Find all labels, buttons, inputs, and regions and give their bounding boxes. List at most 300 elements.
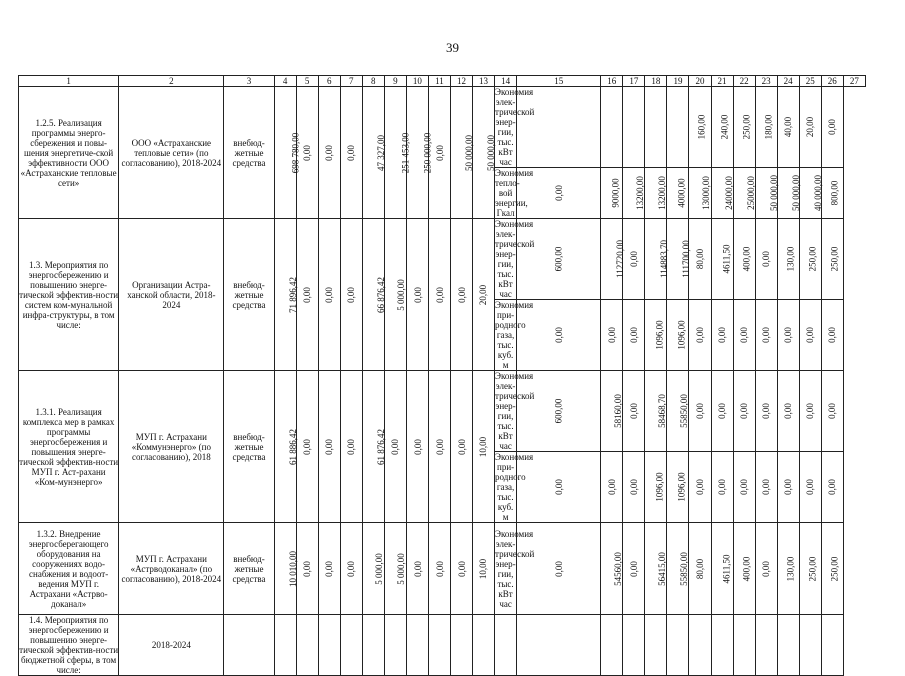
amount-cell-text: 0,00: [434, 286, 445, 303]
amount-cell-text: 0,00: [302, 560, 313, 577]
effect-value: [645, 452, 667, 523]
effect-value: [623, 615, 645, 676]
amount-cell-text: 0,00: [412, 560, 423, 577]
effect-value-text: 0,00: [628, 479, 639, 495]
effect-value-text: 250,00: [829, 246, 840, 272]
effect-value: [689, 168, 711, 219]
amount-cell: [473, 523, 495, 615]
header-cell: 17: [623, 76, 645, 87]
amount-cell: [318, 371, 340, 523]
effect-value: [777, 300, 799, 371]
amount-cell: [296, 219, 318, 371]
amount-cell: [406, 523, 428, 615]
effect-value-text: 0,00: [553, 185, 564, 201]
effect-label: Экономия тепло-вой энергии, Гкал: [495, 168, 534, 218]
header-cell: 7: [340, 76, 362, 87]
amount-cell-text: 10,00: [478, 558, 489, 579]
amount-cell: [274, 523, 296, 615]
effect-value: [821, 87, 843, 168]
effect-value-text: 4611,50: [720, 554, 731, 583]
effect-value: [711, 168, 733, 219]
amount-cell: [473, 87, 495, 219]
amount-cell: [340, 87, 362, 219]
amount-cell: [473, 615, 495, 676]
effect-value-text: 0,00: [739, 479, 750, 495]
amount-cell: [362, 87, 384, 219]
effect-value: [733, 523, 755, 615]
effect-label: [495, 615, 517, 676]
effect-value: [799, 615, 821, 676]
effect-value: [623, 452, 645, 523]
effect-value: [689, 87, 711, 168]
effect-value: [733, 371, 755, 452]
effect-value-text: 80,00: [694, 558, 705, 579]
effect-value: [777, 615, 799, 676]
amount-cell-text: 0,00: [324, 144, 335, 161]
amount-cell-text: 0,00: [456, 560, 467, 577]
effect-value: [623, 87, 645, 168]
effect-value: [711, 371, 733, 452]
effect-value: [601, 219, 626, 300]
effect-value: [821, 452, 843, 523]
amount-cell: [406, 615, 428, 676]
amount-cell: [362, 523, 384, 615]
effect-value: [689, 300, 711, 371]
effect-value: [517, 452, 601, 523]
effect-value: [821, 219, 843, 300]
funding-source: внебюд-жетные средства: [224, 523, 274, 615]
effect-value: [601, 523, 623, 615]
effect-value-text: 1096,00: [655, 472, 665, 502]
amount-cell-text: 0,00: [324, 438, 335, 455]
executor: МУП г. Астрахани «Астрводоканал» (по согласованию), 2018-2024: [119, 523, 224, 615]
effect-value-text: 130,00: [785, 556, 796, 581]
effect-value-text: 50 000,00: [790, 175, 801, 211]
header-cell: 15: [517, 76, 601, 87]
effect-value-text: 600,00: [553, 398, 564, 424]
header-cell: 6: [318, 76, 340, 87]
amount-cell: [450, 87, 472, 219]
effect-value: [667, 168, 689, 219]
effect-value: [755, 300, 777, 371]
effect-value: [821, 523, 843, 615]
effect-value-text: 0,00: [606, 479, 617, 495]
header-cell: 26: [821, 76, 843, 87]
amount-cell-text: 0,00: [456, 438, 467, 455]
effect-value: [799, 300, 821, 371]
amount-cell: [340, 219, 362, 371]
amount-cell: [384, 87, 411, 219]
effect-value-text: 24000,00: [723, 176, 734, 210]
effect-value: [689, 371, 711, 452]
amount-cell: [450, 615, 472, 676]
effect-value-text: 0,00: [628, 251, 639, 267]
effect-value-text: 0,00: [783, 479, 794, 495]
effect-value-text: 0,00: [628, 560, 639, 577]
amount-cell-text: 61 876,42: [375, 428, 386, 465]
amount-cell-text: 0,00: [456, 286, 467, 303]
funding-source: внебюд-жетные средства: [224, 219, 274, 371]
amount-cell: [318, 615, 340, 676]
effect-value: [623, 300, 645, 371]
effect-value-text: 0,00: [761, 560, 772, 577]
effect-value: [799, 523, 821, 615]
effect-value: [821, 168, 843, 219]
effect-value: [755, 168, 777, 219]
header-cell: 3: [224, 76, 274, 87]
effect-value-text: 250,00: [807, 556, 818, 581]
effect-value: [733, 168, 755, 219]
effect-value-text: 55850,00: [679, 551, 690, 586]
header-cell: 5: [296, 76, 318, 87]
effect-value-text: 0,00: [761, 479, 772, 495]
effect-value: [755, 87, 777, 168]
header-cell: 2: [119, 76, 224, 87]
amount-cell-text: 0,00: [346, 144, 357, 161]
amount-cell: [362, 615, 384, 676]
amount-cell: [274, 371, 296, 523]
header-cell: 1: [19, 76, 119, 87]
amount-cell: [384, 219, 406, 371]
header-cell: 10: [406, 76, 428, 87]
page-number: 39: [446, 40, 459, 55]
table-row: [19, 87, 866, 168]
effect-value: [667, 371, 689, 452]
effect-value: [689, 615, 711, 676]
amount-cell-text: 0,00: [346, 286, 357, 303]
effect-value: [667, 87, 689, 168]
amount-cell: [473, 219, 495, 371]
effect-value: [601, 371, 623, 452]
amount-cell-text: 0,00: [324, 286, 335, 303]
effect-value-text: 0,00: [805, 327, 816, 343]
effect-value: [645, 615, 667, 676]
effect-value-text: 40 000,00: [812, 175, 823, 211]
effect-value: [777, 219, 799, 300]
amount-cell: [296, 615, 318, 676]
effect-value: [799, 87, 821, 168]
effect-value: [623, 523, 645, 615]
table-row: [19, 219, 866, 300]
effect-value-text: 112720,00: [615, 240, 626, 278]
header-cell: 20: [689, 76, 711, 87]
effect-value: [733, 452, 755, 523]
effect-value: [755, 371, 777, 452]
effect-value: [623, 219, 645, 300]
effect-value-text: 80,00: [694, 248, 705, 270]
amount-cell-text: 10 010,00: [287, 550, 298, 587]
table-row: [19, 523, 866, 615]
header-cell: 11: [428, 76, 450, 87]
program-table: [18, 75, 866, 676]
effect-value-text: 20,00: [805, 116, 816, 138]
effect-value: [689, 219, 711, 300]
effect-value-text: 40,00: [783, 116, 794, 138]
effect-value: [733, 219, 755, 300]
effect-value-text: 600,00: [553, 246, 564, 272]
effect-value: [799, 371, 821, 452]
effect-value: [623, 168, 645, 219]
effect-value-text: 0,00: [783, 327, 794, 343]
amount-cell: [384, 615, 406, 676]
effect-value: [601, 168, 623, 219]
funding-source: внебюд-жетные средства: [224, 371, 274, 523]
amount-cell-text: 0,00: [302, 144, 313, 161]
amount-cell-text: 10,00: [478, 436, 489, 457]
effect-value: [667, 615, 689, 676]
effect-value: [777, 168, 799, 219]
effect-value: [517, 300, 601, 371]
effect-value-text: 1096,00: [655, 320, 665, 350]
effect-value: [777, 523, 799, 615]
effect-value-text: 0,00: [628, 327, 639, 343]
header-cell: 25: [799, 76, 821, 87]
effect-value: [733, 300, 755, 371]
effect-value: [645, 371, 667, 452]
header-cell: 13: [473, 76, 495, 87]
effect-value-text: 54560,00: [613, 551, 624, 586]
effect-value: [755, 523, 777, 615]
amount-cell-text: 20,00: [478, 284, 489, 305]
effect-value-text: 0,00: [827, 479, 838, 495]
header-cell: 27: [843, 76, 865, 87]
effect-value-text: 0,00: [739, 403, 750, 419]
executor: ООО «Астраханские тепловые сети» (по согласованию), 2018-2024: [119, 87, 224, 219]
effect-value: [667, 452, 689, 523]
amount-cell-text: 0,00: [390, 438, 401, 455]
header-cell: 24: [777, 76, 799, 87]
amount-cell-text: 61 886,42: [287, 428, 298, 465]
effect-value: [821, 615, 843, 676]
effect-value: [711, 615, 733, 676]
effect-value-text: 0,00: [553, 479, 564, 495]
amount-cell-text: 0,00: [302, 286, 313, 303]
effect-label: Экономия элек-трической энер-гии, тыс. кВт час: [495, 219, 535, 299]
effect-value-text: 240,00: [718, 114, 729, 140]
amount-cell: [384, 371, 406, 523]
effect-value: [667, 523, 689, 615]
executor: Организации Астра-ханской области, 2018-2024: [119, 219, 224, 371]
effect-value-text: 0,00: [606, 327, 617, 343]
amount-cell-text: 0,00: [412, 286, 423, 303]
measure-name: 1.4. Мероприятия по энергосбережению и повышению энерге-тической эффектив-ности бюджетной сферы, в том числе:: [19, 615, 119, 675]
effect-value-text: 50 000,00: [768, 175, 779, 211]
executor: 2018-2024: [119, 615, 224, 676]
amount-cell: [428, 615, 450, 676]
measure-name: 1.2.5. Реализация программы энерго-сбережения и повы-шения энергетиче-ской эффективности ООО «Астраханские тепловые сети»: [19, 87, 119, 219]
effect-value: [733, 615, 755, 676]
table-row: [19, 371, 866, 452]
amount-cell-text: 698 780,00: [289, 132, 300, 173]
header-cell: 14: [495, 76, 517, 87]
header-cell: 12: [450, 76, 472, 87]
amount-cell: [362, 371, 384, 523]
effect-value-text: 4611,50: [720, 244, 731, 274]
effect-value-text: 0,00: [827, 119, 838, 135]
header-row: [19, 76, 866, 87]
effect-value-text: 1096,00: [677, 320, 688, 350]
effect-value: [645, 168, 667, 219]
effect-value: [821, 300, 843, 371]
amount-cell: [340, 523, 362, 615]
amount-cell-text: 0,00: [324, 560, 335, 577]
effect-value: [799, 168, 821, 219]
effect-value-text: 800,00: [829, 180, 840, 206]
effect-value-text: 56415,00: [657, 551, 668, 586]
effect-value-text: 250,00: [740, 114, 751, 140]
effect-value-text: 0,00: [805, 403, 816, 419]
header-cell: 19: [667, 76, 689, 87]
effect-value-text: 13200,00: [657, 176, 668, 210]
effect-value: [645, 219, 670, 300]
amount-cell-text: 0,00: [434, 144, 445, 161]
effect-value: [667, 219, 692, 300]
amount-cell-text: 0,00: [302, 438, 313, 455]
effect-value-text: 13200,00: [635, 176, 646, 210]
effect-value: [755, 219, 777, 300]
amount-cell-text: 66 876,42: [375, 276, 386, 313]
measure-name: 1.3. Мероприятия по энергосбережению и повышению энерге-тической эффектив-ности систем ком-мунальной инфра-структуры, в том числе:: [19, 219, 119, 371]
amount-cell: [362, 219, 384, 371]
amount-cell: [428, 371, 450, 523]
effect-label: Экономия элек-трической энер-гии, тыс. кВт час: [495, 87, 535, 167]
amount-cell-text: 5 000,00: [395, 278, 406, 311]
effect-value-text: 0,00: [827, 327, 838, 343]
effect-value-text: 160,00: [696, 114, 707, 140]
effect-value-text: 180,00: [762, 114, 773, 140]
effect-value-text: 0,00: [717, 327, 728, 343]
effect-value: [517, 615, 601, 676]
effect-label: Экономия при-родного газа, тыс. куб. м: [495, 452, 534, 522]
effect-value-text: 0,00: [717, 479, 728, 495]
effect-value: [777, 371, 799, 452]
amount-cell: [274, 615, 296, 676]
effect-value-text: 25000,00: [745, 176, 756, 210]
effect-value-text: 13000,00: [701, 176, 712, 210]
effect-value: [711, 87, 733, 168]
effect-value-text: 1096,00: [677, 472, 688, 502]
amount-cell: [318, 219, 340, 371]
effect-value: [821, 371, 843, 452]
effect-value: [689, 523, 711, 615]
measure-name: 1.3.1. Реализация комплекса мер в рамках программы энергосбережения и повышения энерге-тической эффектив-ности МУП г. Аст-рахани «Ком-мунэнерго»: [19, 371, 119, 523]
amount-cell-text: 0,00: [346, 438, 357, 455]
effect-value: [645, 300, 667, 371]
header-cell: 18: [645, 76, 667, 87]
effect-value: [799, 452, 821, 523]
effect-value-text: 114883,70: [659, 240, 670, 278]
effect-value: [601, 87, 623, 168]
amount-cell-text: 5 000,00: [395, 552, 406, 585]
effect-value: [601, 452, 623, 523]
effect-value: [689, 452, 711, 523]
header-cell: 22: [733, 76, 755, 87]
effect-value-text: 0,00: [553, 327, 564, 343]
effect-value-text: 0,00: [694, 327, 705, 343]
amount-cell: [450, 523, 472, 615]
amount-cell-text: 47 327,00: [375, 134, 386, 171]
effect-value-text: 400,00: [740, 246, 751, 272]
effect-value: [601, 300, 623, 371]
effect-value-text: 9000,00: [610, 178, 621, 208]
effect-label: Экономия элек-трической энер-гии, тыс. кВт час: [495, 523, 517, 615]
effect-value: [601, 615, 623, 676]
effect-value-text: 0,00: [805, 479, 816, 495]
amount-cell-text: 0,00: [346, 560, 357, 577]
amount-cell: [428, 219, 450, 371]
effect-value-text: 400,00: [740, 556, 751, 581]
effect-value: [645, 87, 667, 168]
amount-cell: [318, 523, 340, 615]
effect-label: Экономия при-родного газа, тыс. куб. м: [495, 300, 534, 370]
amount-cell-text: 50 000,00: [486, 134, 496, 171]
amount-cell-text: 0,00: [434, 438, 445, 455]
amount-cell-text: 251 453,00: [400, 132, 411, 173]
effect-value-text: 0,00: [694, 403, 705, 419]
effect-value: [623, 371, 645, 452]
effect-value-text: 4000,00: [677, 178, 688, 208]
effect-value: [777, 452, 799, 523]
effect-value-text: 58160,00: [613, 394, 624, 428]
table-row: [19, 615, 866, 676]
amount-cell-text: 250 000,00: [422, 132, 433, 173]
amount-cell: [318, 87, 340, 219]
effect-value-text: 130,00: [785, 246, 796, 272]
amount-cell: [384, 523, 406, 615]
effect-value-text: 0,00: [761, 327, 772, 343]
effect-value: [777, 87, 799, 168]
header-cell: 21: [711, 76, 733, 87]
measure-name: 1.3.2. Внедрение энергосберегающего оборудования на сооружениях водо-снабжения и водоот-ведения МУП г. Астрахани «Астрво-доканал»: [19, 523, 119, 615]
amount-cell: [296, 523, 318, 615]
amount-cell: [450, 371, 472, 523]
effect-value-text: 0,00: [783, 403, 794, 419]
effect-value-text: 58468,70: [657, 394, 668, 428]
header-cell: 16: [601, 76, 623, 87]
amount-cell: [274, 87, 300, 219]
effect-value: [799, 219, 821, 300]
effect-value: [711, 300, 733, 371]
header-cell: 4: [274, 76, 296, 87]
header-cell: 9: [384, 76, 406, 87]
executor: МУП г. Астрахани «Коммунэнерго» (по согласованию), 2018: [119, 371, 224, 523]
effect-value: [733, 87, 755, 168]
effect-value-text: 0,00: [827, 403, 838, 419]
amount-cell: [450, 219, 472, 371]
amount-cell: [406, 371, 428, 523]
effect-value-text: 250,00: [807, 246, 818, 272]
effect-value-text: 250,00: [829, 556, 840, 581]
effect-value: [711, 452, 733, 523]
effect-value: [645, 523, 667, 615]
funding-source: [224, 615, 274, 676]
amount-cell: [274, 219, 296, 371]
effect-value: [517, 219, 601, 300]
amount-cell: [340, 615, 362, 676]
amount-cell-text: 0,00: [412, 438, 423, 455]
effect-value: [517, 371, 601, 452]
amount-cell: [473, 371, 495, 523]
amount-cell-text: 5 000,00: [373, 552, 384, 585]
amount-cell: [340, 371, 362, 523]
effect-value-text: 55850,00: [679, 394, 690, 428]
effect-value: [755, 615, 777, 676]
header-cell: 8: [362, 76, 384, 87]
effect-value-text: 0,00: [553, 560, 564, 577]
amount-cell-text: 50 000,00: [463, 134, 474, 171]
effect-value-text: 0,00: [628, 403, 639, 419]
effect-value-text: 0,00: [717, 403, 728, 419]
